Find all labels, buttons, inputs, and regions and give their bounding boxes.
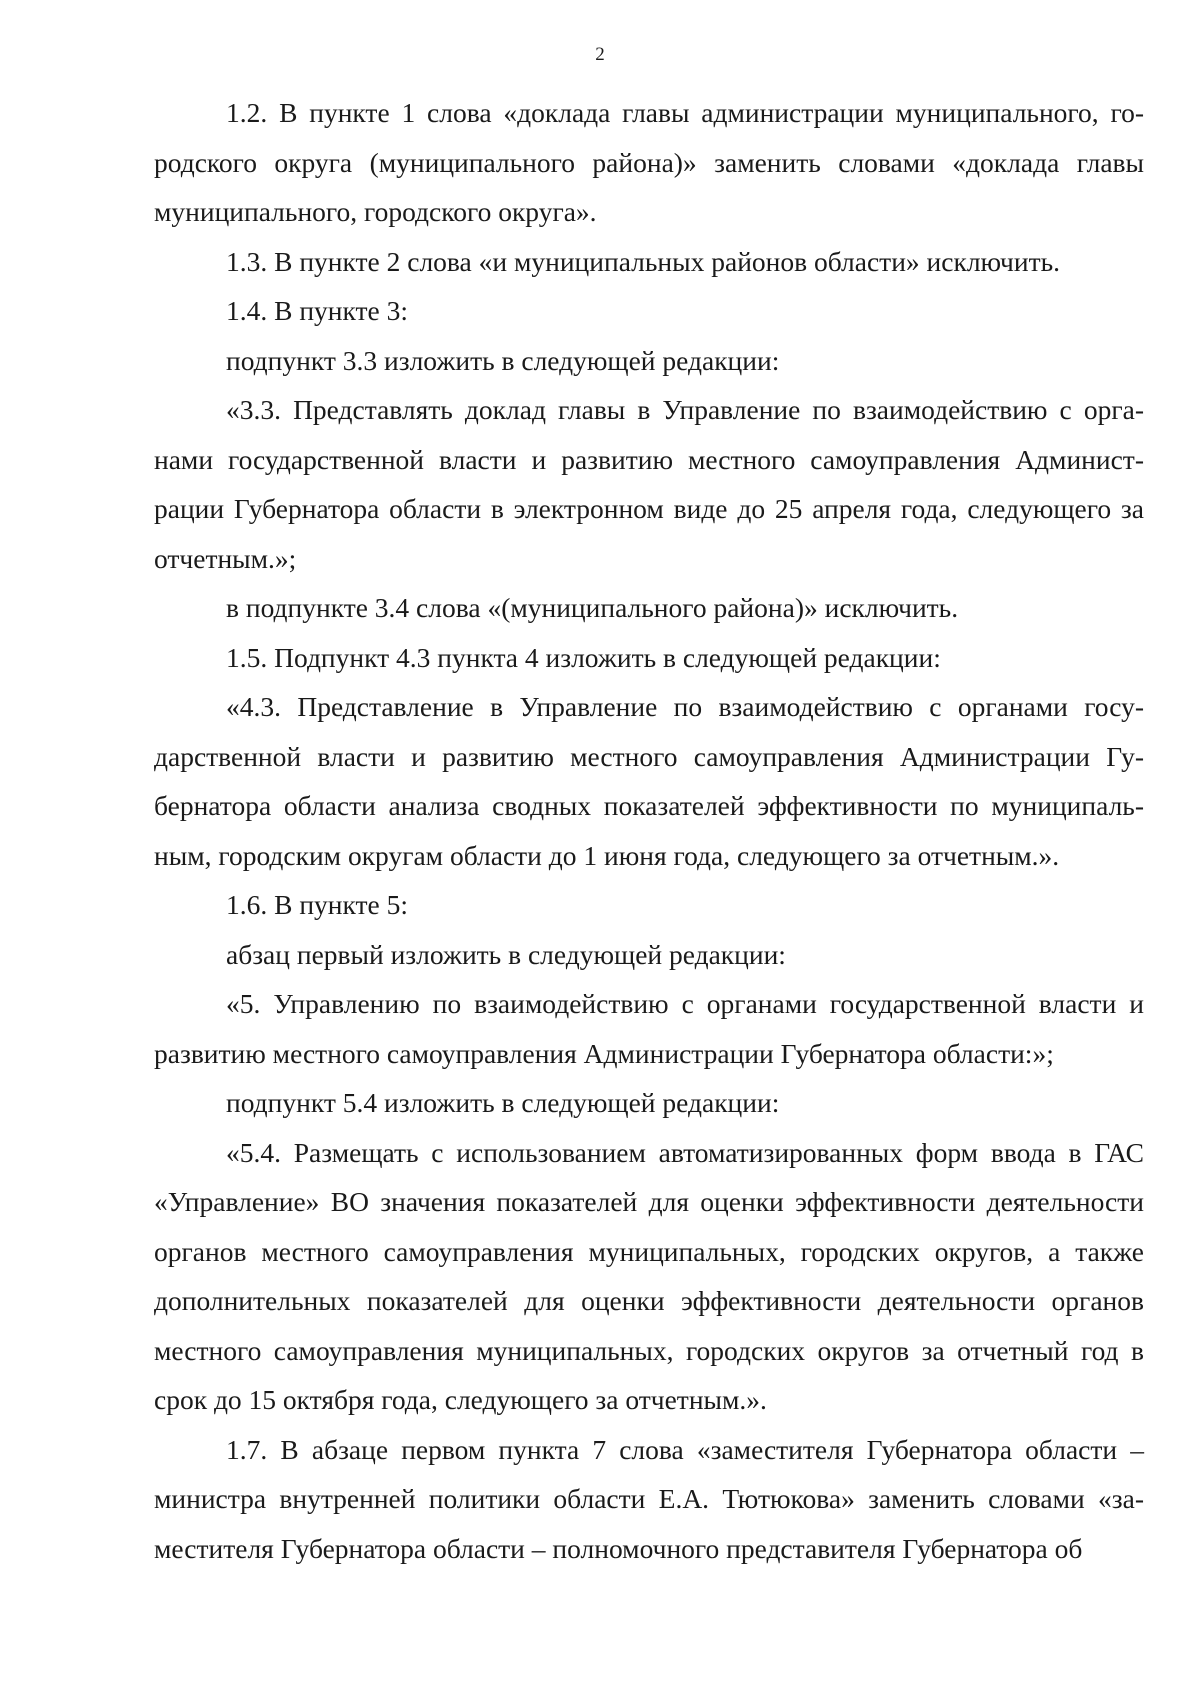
paragraph-1-4: 1.4. В пункте 3: <box>226 295 409 326</box>
paragraph-quote-4-3: «4.3. Представление в Управление по взаимодействию с органами государственной власти и развитию местного самоуправления Администрации Губернатора области анализа сводных показателей эффективности по муниципальным, городским округам области до 1 июня года, следующего за отчетным.». <box>154 691 1144 871</box>
page-number: 2 <box>595 44 605 65</box>
paragraph-subitem-3-4: в подпункте 3.4 слова «(муниципального района)» исключить. <box>226 592 959 623</box>
paragraph-subitem-5-4-intro: подпункт 5.4 изложить в следующей редакции: <box>226 1087 780 1118</box>
paragraph-quote-3-3: «3.3. Представлять доклад главы в Управление по взаимодействию с органами государственной власти и развитию местного самоуправления Администрации Губернатора области в электронном виде до 25 апреля года, следующего за отчетным.»; <box>154 394 1144 574</box>
paragraph-subitem-3-3-intro: подпункт 3.3 изложить в следующей редакции: <box>226 344 780 376</box>
paragraph-1-6: 1.6. В пункте 5: <box>226 889 409 920</box>
paragraph-quote-5-4: «5.4. Размещать с использованием автоматизированных форм ввода в ГАС «Управление» ВО значения показателей для оценки эффективности деятельности органов местного самоуправления муниципальных, городских округов, а также дополнительных показателей для оценки эффективности деятельности органов местного самоуправления муниципальных, городских округов за отчетный год в срок до 15 октября года, следующего за отчетным.». <box>154 1136 1144 1415</box>
document-body <box>154 88 1144 1573</box>
paragraph-1-3: 1.3. В пункте 2 слова «и муниципальных районов области» исключить. <box>226 245 1061 277</box>
paragraph-1-2: 1.2. В пункте 1 слова «доклада главы администрации муниципального, городского округа (муниципального района)» заменить словами «доклада главы муниципального, городского округа». <box>154 97 1144 227</box>
paragraph-1-5: 1.5. Подпункт 4.3 пункта 4 изложить в следующей редакции: <box>226 641 941 673</box>
paragraph-quote-5: «5. Управлению по взаимодействию с органами государственной власти и развитию местного самоуправления Администрации Губернатора области:»; <box>154 988 1144 1069</box>
paragraph-first-abzac-intro: абзац первый изложить в следующей редакции: <box>226 938 786 970</box>
paragraph-1-7: 1.7. В абзаце первом пункта 7 слова «заместителя Губернатора области – министра внутренней политики области Е.А. Тютюкова» заменить словами «заместителя Губернатора области – полномочного представителя Губернатора об <box>154 1433 1144 1564</box>
